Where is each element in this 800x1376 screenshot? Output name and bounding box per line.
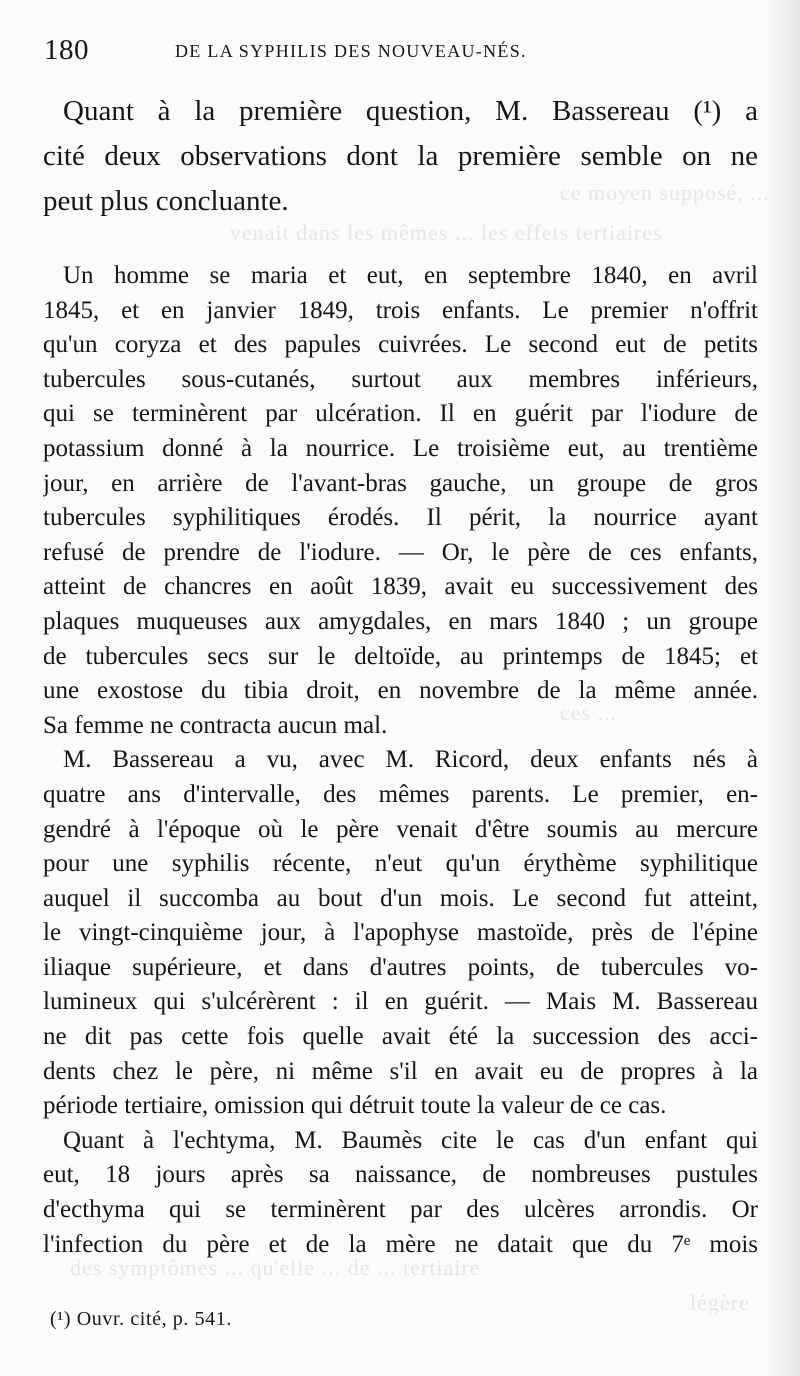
text-line: atteint de chancres en août 1839, avait eu successivement des: [43, 573, 758, 601]
text-line: ne dit pas cette fois quelle avait été la succession des acci-: [43, 1023, 758, 1051]
show-through-text: ce moyen supposé, ...: [560, 180, 770, 205]
text-line: une exostose du tibia droit, en novembre de la même année.: [43, 677, 758, 705]
paragraph-question: [43, 89, 758, 224]
text-line: 1845, et en janvier 1849, trois enfants. Le premier n'offrit: [43, 296, 758, 324]
footnote: (¹) Ouvr. cité, p. 541.: [50, 1308, 232, 1330]
text-line: qui se terminèrent par ulcération. Il en guérit par l'iodure de: [43, 400, 758, 428]
show-through-text: venait dans les mêmes ... les effets tertiaires: [230, 220, 663, 245]
page-edge-shadow: [766, 0, 800, 1376]
text-line: de tubercules secs sur le deltoïde, au printemps de 1845; et: [43, 642, 758, 670]
show-through-text: ces ...: [560, 700, 618, 725]
text-line: tubercules sous-cutanés, surtout aux membres inférieurs,: [43, 365, 758, 393]
text-line: pour une syphilis récente, n'eut qu'un érythème syphilitique: [43, 850, 758, 878]
paragraph-observations: [43, 259, 758, 1262]
text-line: quatre ans d'intervalle, des mêmes parents. Le premier, en-: [43, 780, 758, 808]
page-number: 180: [44, 34, 89, 66]
text-line: période tertiaire, omission qui détruit toute la valeur de ce cas.: [43, 1092, 667, 1120]
text-line: le vingt-cinquième jour, à l'apophyse mastoïde, près de l'épine: [43, 919, 758, 947]
text-line: auquel il succomba au bout d'un mois. Le second fut atteint,: [43, 884, 758, 912]
text-line: tubercules syphilitiques érodés. Il périt, la nourrice ayant: [43, 504, 758, 532]
text-line: Sa femme ne contracta aucun mal.: [43, 711, 388, 739]
text-line: potassium donné à la nourrice. Le troisième eut, au trentième: [43, 434, 758, 462]
text-line: Quant à la première question, M. Bassereau (¹) a: [63, 95, 758, 127]
text-line: qu'un coryza et des papules cuivrées. Le second eut de petits: [43, 331, 758, 359]
running-head: DE LA SYPHILIS DES NOUVEAU-NÉS.: [175, 41, 527, 61]
text-line: dents chez le père, ni même s'il en avait eu de propres à la: [43, 1057, 758, 1085]
text-line: refusé de prendre de l'iodure. — Or, le père de ces enfants,: [43, 538, 758, 566]
text-line: peut plus concluante.: [43, 185, 289, 217]
text-line: iliaque supérieure, et dans d'autres points, de tubercules vo-: [43, 953, 758, 981]
text-line: d'ecthyma qui se terminèrent par des ulcères arrondis. Or: [43, 1196, 758, 1224]
text-line: l'infection du père et de la mère ne datait que du 7ᵉ mois: [43, 1230, 758, 1258]
text-line: Un homme se maria et eut, en septembre 1840, en avril: [63, 262, 758, 289]
text-line: eut, 18 jours après sa naissance, de nombreuses pustules: [43, 1161, 758, 1189]
text-line: plaques muqueuses aux amygdales, en mars 1840 ; un groupe: [43, 607, 758, 635]
text-line: gendré à l'époque où le père venait d'être soumis au mercure: [43, 815, 758, 843]
show-through-text: des symptômes ... qu'elle ... de ... tertiaire: [70, 1255, 481, 1280]
text-line: jour, en arrière de l'avant-bras gauche, un groupe de gros: [43, 469, 758, 497]
show-through-text: légère: [690, 1290, 750, 1315]
text-line: M. Bassereau a vu, avec M. Ricord, deux enfants nés à: [63, 746, 758, 774]
page-header: [44, 34, 764, 74]
text-line: cité deux observations dont la première semble on ne: [43, 140, 758, 172]
text-line: lumineux qui s'ulcérèrent : il en guérit. — Mais M. Bassereau: [43, 988, 758, 1016]
text-line: Quant à l'echtyma, M. Baumès cite le cas d'un enfant qui: [63, 1126, 758, 1154]
